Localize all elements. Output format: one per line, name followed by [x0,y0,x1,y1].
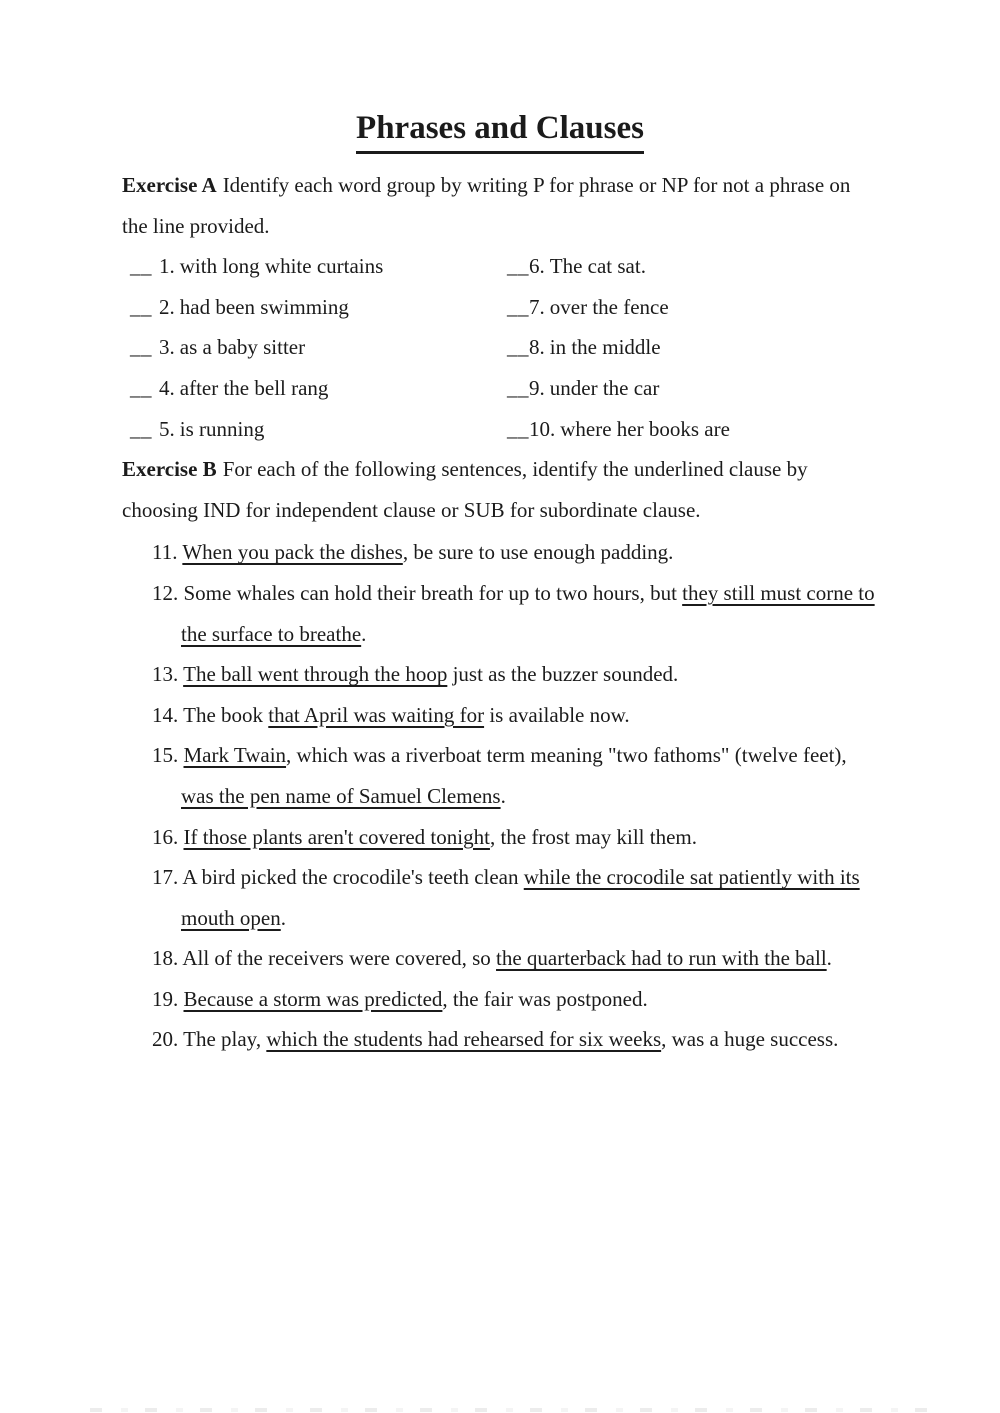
item-number: 17. [152,865,179,890]
answer-blank[interactable]: __ [130,254,152,279]
underlined-clause: Because a storm was predicted [183,986,443,1011]
item-text: after the bell rang [179,375,329,400]
exercise-a-item [507,327,878,368]
item-number: 3. [159,335,175,360]
exercise-b-item [152,695,878,736]
exercise-a-item [507,409,878,450]
sentence-text: . [500,783,506,808]
sentence-text: . [361,621,367,646]
exercise-a-item [507,287,878,328]
item-number: 14. [152,702,179,727]
item-text: where her books are [560,416,730,441]
item-number: 11. [152,540,178,565]
exercise-a-item [130,409,507,450]
sentence-text: The book [183,702,269,727]
item-text: had been swimming [179,294,349,319]
sentence-text: The play, [183,1027,267,1052]
item-number: 15. [152,743,179,768]
item-number: 13. [152,662,179,687]
page-edge-artifact [90,1408,930,1412]
page-title: Phrases and Clauses [356,110,644,154]
exercise-a-item [507,246,878,287]
answer-blank[interactable]: __ [130,416,152,441]
item-number: 8. [529,335,545,360]
exercise-a-label: Exercise A [122,173,217,197]
item-number: 20. [152,1027,179,1052]
exercise-b-item [152,857,878,938]
sentence-text: just as the buzzer sounded. [447,662,679,687]
exercise-b-item [152,1019,878,1060]
item-number: 12. [152,580,179,605]
exercise-b-instructions-text: For each of the following sentences, identify the underlined clause by choosing IND for independent clause or SUB for subordinate clause. [122,457,808,522]
underlined-clause: was the pen name of Samuel Clemens [181,783,501,808]
item-number: 16. [152,824,179,849]
item-number: 5. [159,416,175,441]
exercise-b-instructions [122,449,878,530]
exercise-b-item [152,979,878,1020]
item-number: 1. [159,254,175,279]
item-text: with long white curtains [179,254,384,279]
underlined-clause: The ball went through the hoop [183,662,448,687]
sentence-text: , which was a riverboat term meaning "two fathoms" (twelve feet), [286,743,847,768]
exercise-a-instructions-text: Identify each word group by writing P for phrase or NP for not a phrase on the line provided. [122,173,851,238]
title-wrap [122,110,878,154]
exercise-b-label: Exercise B [122,457,217,482]
sentence-text: , was a huge success. [661,1027,839,1052]
sentence-text: Some whales can hold their breath for up to two hours, but [183,580,683,605]
sentence-text: A bird picked the crocodile's teeth clean [182,865,524,890]
item-text: under the car [549,375,660,400]
sentence-text: is available now. [484,702,630,727]
item-number: 7. [529,294,545,319]
answer-blank[interactable]: __ [507,254,529,279]
underlined-clause: the quarterback had to run with the ball [496,946,827,971]
answer-blank[interactable]: __ [507,416,529,441]
exercise-b-item [152,735,878,816]
answer-blank[interactable]: __ [507,335,529,360]
exercise-b-item [152,654,878,695]
exercise-a-item [130,287,507,328]
item-number: 2. [159,294,175,319]
underlined-clause: If those plants aren't covered tonight [183,824,490,849]
answer-blank[interactable]: __ [507,294,529,319]
exercise-b-item-list [122,532,878,1060]
item-text: The cat sat. [549,254,646,279]
answer-blank[interactable]: __ [130,375,152,400]
exercise-a-item [130,368,507,409]
underlined-clause: that April was waiting for [268,702,485,727]
underlined-clause: Mark Twain [183,743,287,768]
sentence-text: All of the receivers were covered, so [182,946,497,971]
underlined-clause: which the students had rehearsed for six weeks [266,1027,662,1052]
item-text: in the middle [549,335,661,360]
item-text: is running [179,416,265,441]
exercise-b-item [152,817,878,858]
item-text: as a baby sitter [179,335,306,360]
item-text: over the fence [549,294,669,319]
exercise-a-item-list [130,246,878,449]
exercise-b-item [152,573,878,654]
exercise-a-instructions [122,165,878,246]
item-number: 18. [152,946,179,971]
item-number: 10. [529,416,556,441]
answer-blank[interactable]: __ [507,375,529,400]
sentence-text: , be sure to use enough padding. [402,540,674,565]
answer-blank[interactable]: __ [130,294,152,319]
exercise-a-item [507,368,878,409]
underlined-clause: When you pack the dishes [182,540,403,565]
sentence-text: . [280,905,286,930]
sentence-text: . [826,946,832,971]
item-number: 9. [529,375,545,400]
item-number: 4. [159,375,175,400]
exercise-a-item [130,246,507,287]
underlined-clause: while the crocodile sat patiently with its mouth open [181,865,860,930]
exercise-a-item [130,327,507,368]
underlined-clause: they still must corne to the surface to breathe [181,580,875,646]
item-number: 19. [152,986,179,1011]
item-number: 6. [529,254,545,279]
exercise-b-item [152,532,878,573]
exercise-b-item [152,938,878,979]
sentence-text: , the frost may kill them. [489,824,697,849]
sentence-text: , the fair was postponed. [442,986,648,1011]
answer-blank[interactable]: __ [130,335,152,360]
